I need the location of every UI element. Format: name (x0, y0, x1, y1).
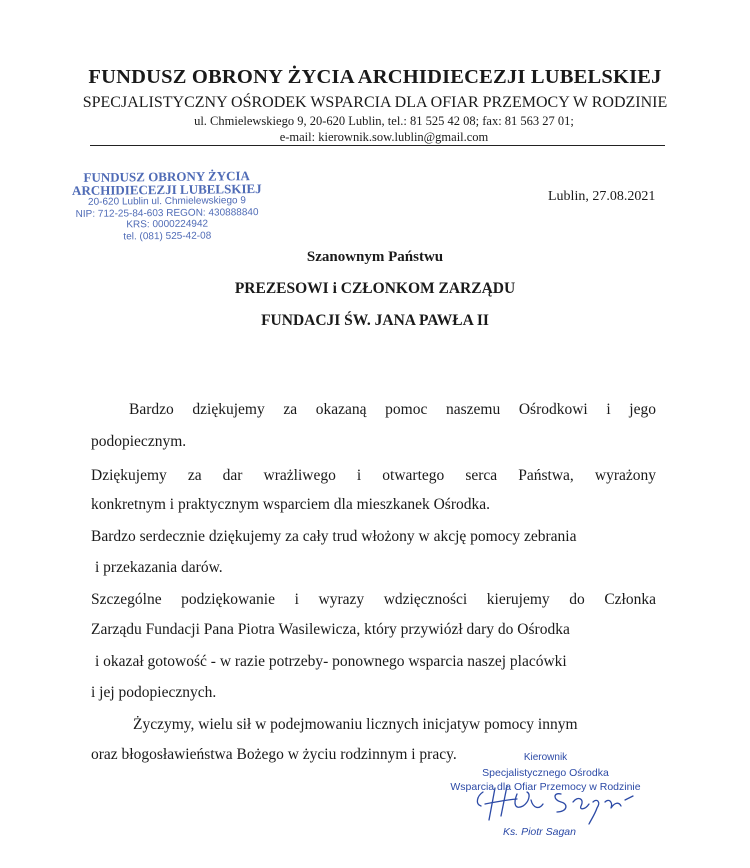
body-line: Szczególne podziękowanie i wyrazy wdzięczności kierujemy do Członka (91, 591, 656, 608)
body-line: podopiecznym. (91, 433, 187, 450)
stamp-line-2: ARCHIDIECEZJI LUBELSKIEJ (71, 181, 262, 198)
handwritten-signature-icon (473, 780, 643, 828)
organization-address: ul. Chmielewskiego 9, 20-620 Lublin, tel.: 81 525 42 08; fax: 81 563 27 01; (194, 114, 574, 128)
stamp-line-3: 20-620 Lublin ul. Chmielewskiego 9 (87, 195, 246, 208)
letter-date: Lublin, 27.08.2021 (548, 189, 656, 204)
signature-line-2: Wsparcia dla Ofiar Przemocy w Rodzinie (450, 781, 641, 793)
body-line: Życzymy, wielu sił w podejmowaniu licznych inicjatyw pomocy innym (133, 716, 578, 733)
stamp-line-5: KRS: 0000224942 (126, 218, 209, 231)
organization-stamp (60, 169, 275, 243)
recipient-line-1: PREZESOWI i CZŁONKOM ZARZĄDU (234, 280, 516, 297)
recipient-line-2: FUNDACJI ŚW. JANA PAWŁA II (261, 312, 489, 329)
organization-subtitle: SPECJALISTYCZNY OŚRODEK WSPARCIA DLA OFIAR PRZEMOCY W RODZINIE (82, 94, 668, 111)
body-line: konkretnym i praktycznym wsparciem dla mieszkanek Ośrodka. (91, 496, 491, 513)
body-line: Bardzo dziękujemy za okazaną pomoc naszemu Ośrodkowi i jego (129, 401, 656, 418)
organization-email: e-mail: kierownik.sow.lublin@gmail.com (279, 130, 489, 144)
signature-title: Kierownik (523, 752, 568, 763)
stamp-line-6: tel. (081) 525-42-08 (123, 230, 212, 242)
stamp-line-4: NIP: 712-25-84-603 REGON: 430888840 (75, 206, 259, 220)
signature-line-1: Specjalistycznego Ośrodka (482, 767, 609, 779)
letterhead-divider (90, 145, 665, 146)
body-line: i okazał gotowość - w razie potrzeby- ponownego wsparcia naszej placówki (95, 653, 567, 670)
stamp-line-1: FUNDUSZ OBRONY ŻYCIA (83, 168, 250, 185)
recipient-greeting: Szanownym Państwu (306, 249, 444, 265)
signature-name: Ks. Piotr Sagan (503, 826, 576, 838)
body-line: i jej podopiecznych. (91, 684, 217, 701)
body-line: oraz błogosławieństwa Bożego w życiu rodzinnym i pracy. (91, 746, 457, 763)
body-line: Zarządu Fundacji Pana Piotra Wasilewicza, który przywiózł dary do Ośrodka (91, 621, 570, 638)
body-line: i przekazania darów. (95, 559, 223, 576)
body-line: Dziękujemy za dar wrażliwego i otwartego serca Państwa, wyrażony (91, 467, 656, 484)
body-line: Bardzo serdecznie dziękujemy za cały trud włożony w akcję pomocy zebrania (91, 528, 577, 545)
organization-title: FUNDUSZ OBRONY ŻYCIA ARCHIDIECEZJI LUBELSKIEJ (88, 66, 662, 88)
